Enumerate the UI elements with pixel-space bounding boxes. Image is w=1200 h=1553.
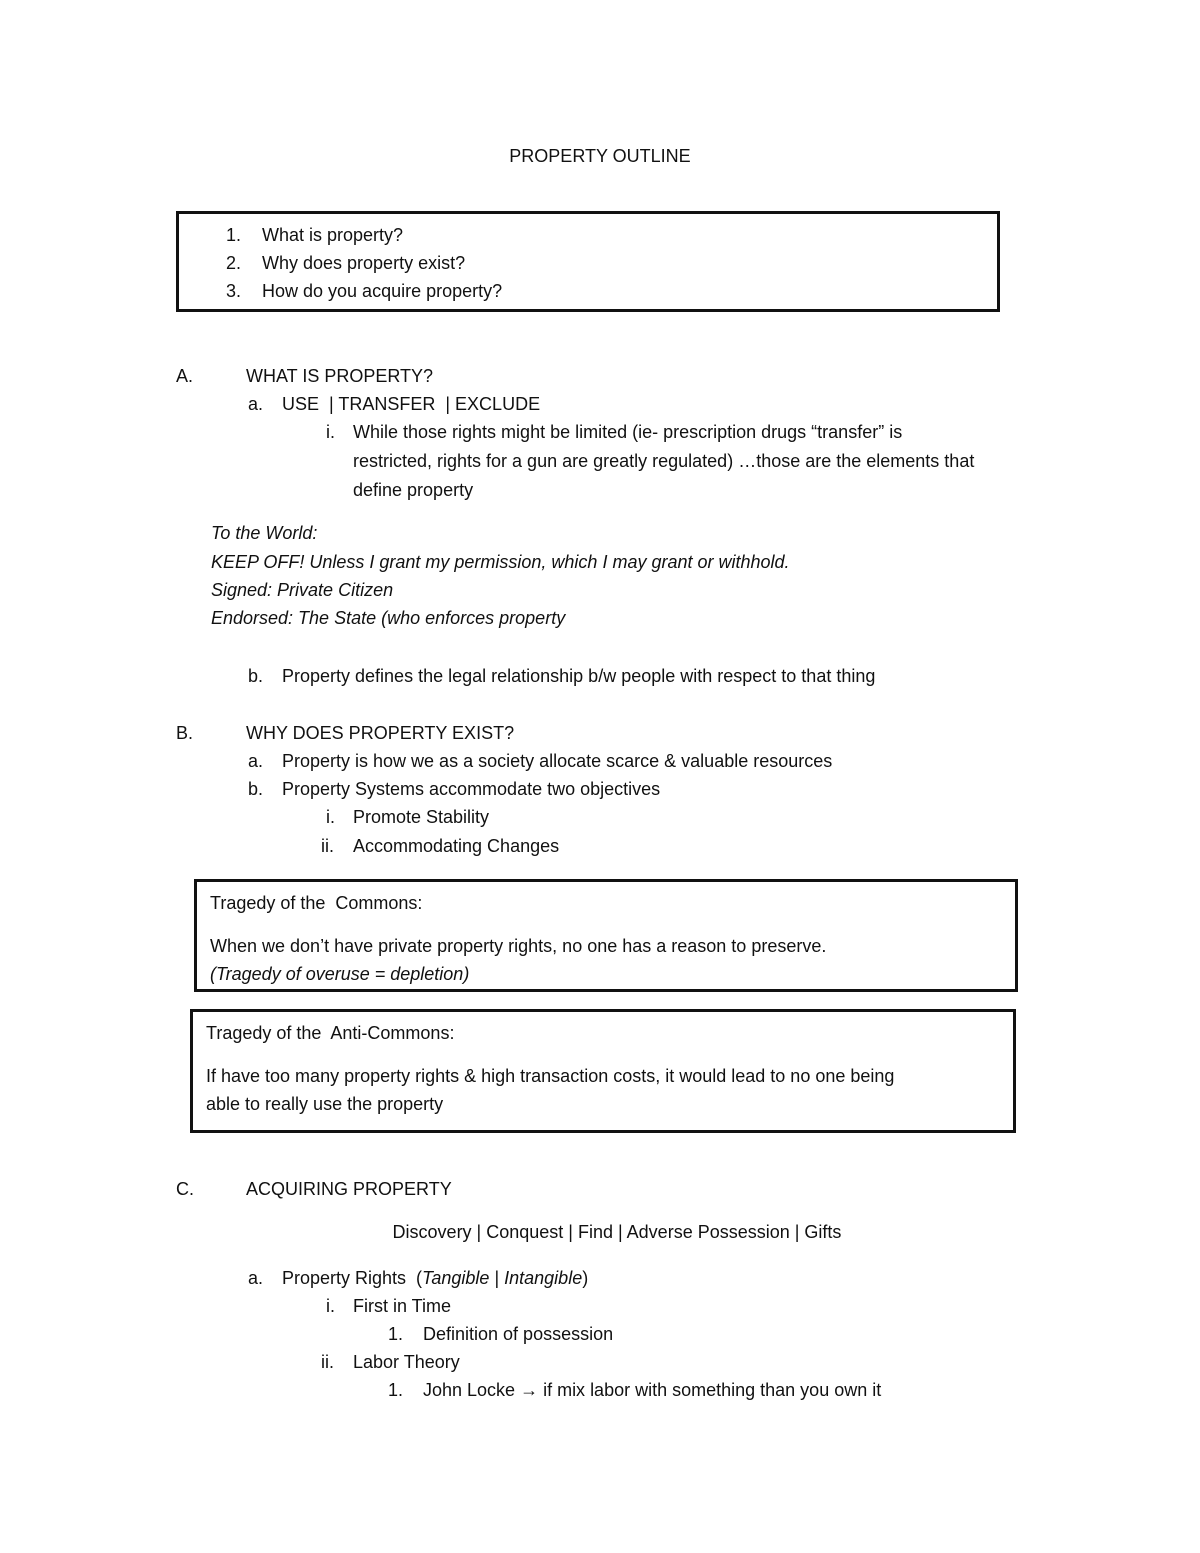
- box-text: able to really use the property: [206, 1094, 444, 1114]
- intangible-label: Intangible: [504, 1268, 583, 1288]
- box-text: When we don’t have private property rights, no one has a reason to preserve.: [210, 936, 827, 956]
- list-item: Property defines the legal relationship b/w people with respect to that thing: [282, 666, 876, 686]
- list-item: Labor Theory: [353, 1352, 460, 1372]
- list-marker: a.: [248, 1268, 264, 1288]
- question-number: 1.: [226, 225, 242, 245]
- list-marker: b.: [248, 779, 264, 799]
- list-item: John Locke → if mix labor with something than you own it: [423, 1380, 882, 1400]
- question-number: 2.: [226, 253, 242, 273]
- page-title: PROPERTY OUTLINE: [509, 146, 691, 166]
- box-title: Tragedy of the Anti-Commons:: [206, 1023, 455, 1043]
- list-item: Property Systems accommodate two objectives: [282, 779, 661, 799]
- question-item: What is property?: [262, 225, 404, 245]
- separator: |: [489, 1268, 505, 1288]
- list-marker: i.: [326, 1296, 335, 1316]
- question-item: Why does property exist?: [262, 253, 466, 273]
- note-line: Signed: Private Citizen: [211, 580, 394, 600]
- list-item: Definition of possession: [423, 1324, 614, 1344]
- question-number: 3.: [226, 281, 242, 301]
- list-marker: i.: [326, 422, 335, 442]
- list-item: USE | TRANSFER | EXCLUDE: [282, 394, 541, 414]
- section-heading: WHY DOES PROPERTY EXIST?: [246, 723, 515, 743]
- list-marker: b.: [248, 666, 264, 686]
- list-item-line: define property: [353, 480, 474, 500]
- tangible-label: Tangible: [422, 1268, 490, 1288]
- section-heading: WHAT IS PROPERTY?: [246, 366, 434, 386]
- list-item: Property is how we as a society allocate scarce & valuable resources: [282, 751, 833, 771]
- acquisition-methods: Discovery | Conquest | Find | Adverse Possession | Gifts: [392, 1222, 842, 1242]
- list-marker: ii.: [321, 1352, 334, 1372]
- box-text: If have too many property rights & high transaction costs, it would lead to no one being: [206, 1066, 895, 1086]
- list-item-line: While those rights might be limited (ie- prescription drugs “transfer” is: [353, 422, 903, 442]
- list-marker: i.: [326, 807, 335, 827]
- list-marker: 1.: [388, 1380, 404, 1400]
- section-letter: C.: [176, 1179, 194, 1199]
- list-marker: a.: [248, 751, 264, 771]
- list-marker: 1.: [388, 1324, 404, 1344]
- list-marker: ii.: [321, 836, 334, 856]
- box-text: (Tragedy of overuse = depletion): [210, 964, 470, 984]
- list-item: Accommodating Changes: [353, 836, 560, 856]
- list-marker: a.: [248, 394, 264, 414]
- list-item-text: ): [582, 1268, 589, 1288]
- section-heading: ACQUIRING PROPERTY: [246, 1179, 452, 1199]
- list-item: Promote Stability: [353, 807, 490, 827]
- section-letter: A.: [176, 366, 194, 386]
- list-item-line: restricted, rights for a gun are greatly regulated) …those are the elements that: [353, 451, 975, 471]
- list-item: [282, 1264, 588, 1292]
- section-letter: B.: [176, 723, 194, 743]
- question-item: How do you acquire property?: [262, 281, 503, 301]
- note-line: Endorsed: The State (who enforces property: [211, 608, 566, 628]
- note-line: KEEP OFF! Unless I grant my permission, which I may grant or withhold.: [211, 552, 790, 572]
- list-item-text: Property Rights (: [282, 1268, 423, 1288]
- box-title: Tragedy of the Commons:: [210, 893, 423, 913]
- list-item: First in Time: [353, 1296, 452, 1316]
- note-line: To the World:: [211, 523, 318, 543]
